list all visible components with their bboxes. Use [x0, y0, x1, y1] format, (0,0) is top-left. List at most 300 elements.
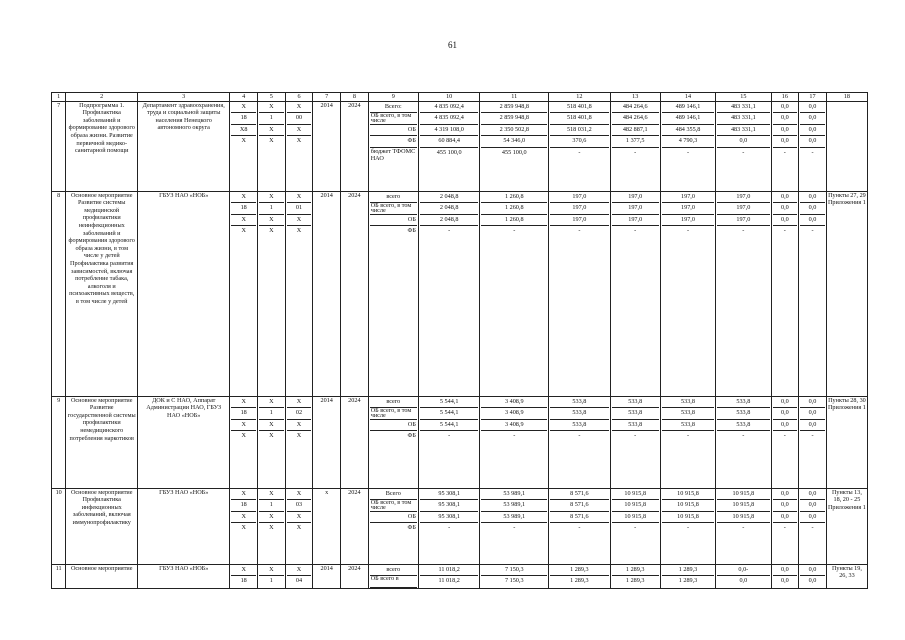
c11-value: - — [513, 227, 516, 235]
c12-value: 518 401,8 — [550, 113, 609, 125]
cell-c15 — [716, 396, 771, 488]
c13-value: 1 289,3 — [625, 577, 645, 585]
table-row — [52, 101, 868, 191]
c10-value: 95 308,1 — [420, 500, 479, 512]
column-number-row — [52, 93, 868, 102]
c11-value: 53 989,1 — [481, 489, 547, 501]
cell-no: 9 — [52, 396, 66, 488]
c13-value: 197,0 — [612, 215, 659, 227]
funding-source-label: бюджет ТФОМС НАО — [370, 147, 416, 163]
c14-value: 489 146,1 — [662, 102, 714, 114]
c14-value: 489 146,1 — [662, 113, 714, 125]
cell-c13 — [610, 564, 660, 588]
cell-c5 — [258, 488, 286, 564]
c11-value: 2 859 948,8 — [481, 102, 547, 114]
cell-c5 — [258, 564, 286, 588]
c16-value: 0,0 — [773, 420, 798, 432]
c16-value: - — [783, 227, 786, 235]
c6-value: X — [296, 432, 302, 440]
cell-c7: x — [313, 488, 341, 564]
c13-value: 482 887,1 — [612, 125, 659, 137]
cell-c18: Пункты 19, 26, 33 — [826, 564, 867, 588]
c6-value: X — [287, 192, 312, 204]
cell-c8: 2024 — [341, 564, 369, 588]
program-table — [51, 92, 868, 589]
table-row — [52, 396, 868, 488]
cell-c11 — [480, 396, 549, 488]
cell-c14 — [660, 101, 715, 191]
c5-value: X — [259, 125, 284, 137]
c10-value: - — [448, 227, 451, 235]
c15-value: 0,0 — [717, 136, 769, 148]
c10-value: 11 018,2 — [438, 577, 460, 585]
c14-value: 4 790,3 — [662, 136, 714, 148]
c13-value: - — [634, 148, 637, 156]
cell-c10 — [418, 488, 480, 564]
c6-value: 03 — [287, 500, 312, 512]
c13-value: 197,0 — [612, 192, 659, 204]
c17-value: - — [811, 432, 814, 440]
c10-value: 4 835 092,4 — [420, 113, 479, 125]
column-number-7: 7 — [313, 93, 341, 102]
c13-value: 484 264,6 — [612, 113, 659, 125]
c17-value: 0,0 — [800, 125, 825, 137]
column-number-8: 8 — [341, 93, 369, 102]
cell-c7: 2014 — [313, 564, 341, 588]
cell-c14 — [660, 191, 715, 396]
c11-value: - — [513, 432, 516, 440]
cell-c5 — [258, 396, 286, 488]
cell-name: Основное мероприятие Развитие системы медицинской профилактики неинфекционных заболеваний и формирования здорового образа жизни, в том числе у детей Профилактика развития зависимостей, включая потребление табака, алкоголя и психоактивных веществ, в том числе у детей — [66, 191, 138, 396]
cell-no: 11 — [52, 564, 66, 588]
page-number: 61 — [448, 40, 457, 50]
c6-value: X — [287, 420, 312, 432]
cell-src — [368, 564, 418, 588]
column-number-12: 12 — [549, 93, 611, 102]
cell-src — [368, 101, 418, 191]
c10-value: 5 544,1 — [420, 420, 479, 432]
c15-value: 10 915,8 — [717, 512, 769, 524]
cell-c4 — [230, 101, 258, 191]
funding-source-label: Всего — [370, 489, 417, 501]
c16-value: 0,0 — [773, 113, 798, 125]
cell-name: Подпрограмма 1. Профилактика заболеваний и формирование здорового образа жизни. Развитие первичной медико-санитарной помощи — [66, 101, 138, 191]
funding-source-label: ФБ — [370, 136, 417, 148]
cell-c10 — [418, 191, 480, 396]
cell-c12 — [549, 396, 611, 488]
column-number-4: 4 — [230, 93, 258, 102]
c13-value: 484 264,6 — [612, 102, 659, 114]
c14-value: 533,8 — [662, 397, 714, 409]
c11-value: 1 260,8 — [481, 192, 547, 204]
c16-value: 0,0 — [773, 408, 798, 420]
c17-value: 0,0 — [800, 489, 825, 501]
cell-c12 — [549, 191, 611, 396]
funding-source-label: всего — [370, 397, 417, 409]
cell-c14 — [660, 396, 715, 488]
c6-value: X — [287, 397, 312, 409]
c5-value: X — [259, 397, 284, 409]
c12-value: - — [578, 524, 581, 532]
cell-c17 — [799, 101, 827, 191]
c12-value: - — [578, 148, 581, 156]
column-number-3: 3 — [138, 93, 230, 102]
c17-value: 0,0 — [800, 203, 825, 215]
c13-value: 533,8 — [612, 397, 659, 409]
c15-value: 10 915,8 — [717, 500, 769, 512]
cell-c15 — [716, 191, 771, 396]
cell-no: 7 — [52, 101, 66, 191]
cell-c11 — [480, 564, 549, 588]
c17-value: - — [811, 148, 814, 156]
column-number-16: 16 — [771, 93, 799, 102]
cell-c15 — [716, 101, 771, 191]
cell-executor: ДОК и С НАО, Аппарат Администрации НАО, ГБУЗ НАО «НОБ» — [138, 396, 230, 488]
funding-source-label: ОБ — [370, 125, 417, 137]
c10-value: 5 544,1 — [420, 397, 479, 409]
c15-value: 533,8 — [717, 408, 769, 420]
cell-c15 — [716, 488, 771, 564]
c6-value: X — [296, 524, 302, 532]
funding-source-label: ОБ — [370, 215, 417, 227]
c5-value: X — [259, 192, 284, 204]
column-number-17: 17 — [799, 93, 827, 102]
cell-c17 — [799, 564, 827, 588]
c12-value: 8 571,6 — [550, 512, 609, 524]
c12-value: 370,6 — [550, 136, 609, 148]
c14-value: 533,8 — [662, 420, 714, 432]
c4-value: 18 — [231, 113, 256, 125]
cell-c4 — [230, 564, 258, 588]
c10-value: 95 308,1 — [420, 512, 479, 524]
funding-source-label: ОБ всего, в том числе — [370, 408, 417, 420]
c4-value: X — [231, 397, 256, 409]
c4-value: 18 — [231, 500, 256, 512]
cell-c5 — [258, 191, 286, 396]
c15-value: 483 331,1 — [717, 102, 769, 114]
c14-value: 533,8 — [662, 408, 714, 420]
c4-value: X — [231, 489, 256, 501]
c17-value: - — [811, 227, 814, 235]
c15-value: 483 331,1 — [717, 113, 769, 125]
c5-value: X — [259, 102, 284, 114]
c11-value: 3 408,9 — [481, 420, 547, 432]
column-number-2: 2 — [66, 93, 138, 102]
cell-c10 — [418, 564, 480, 588]
c11-value: 54 346,0 — [481, 136, 547, 148]
cell-src — [368, 396, 418, 488]
c4-value: 18 — [231, 408, 256, 420]
cell-c8: 2024 — [341, 101, 369, 191]
cell-executor: ГБУЗ НАО «НОБ» — [138, 564, 230, 588]
cell-c18: Пункты 28, 30 Приложения 1 — [826, 396, 867, 488]
c16-value: 0,0 — [773, 565, 798, 577]
c10-value: 5 544,1 — [420, 408, 479, 420]
c14-value: 1 289,3 — [662, 565, 714, 577]
c4-value: X — [231, 420, 256, 432]
c14-value: 10 915,8 — [662, 489, 714, 501]
c14-value: 1 289,3 — [678, 577, 698, 585]
c13-value: 10 915,8 — [612, 512, 659, 524]
column-number-15: 15 — [716, 93, 771, 102]
c16-value: 0,0 — [773, 102, 798, 114]
cell-c13 — [610, 396, 660, 488]
c4-value: X — [231, 512, 256, 524]
cell-c4 — [230, 191, 258, 396]
c10-value: 11 018,2 — [420, 565, 479, 577]
c10-value: 455 100,0 — [436, 148, 462, 156]
cell-executor: ГБУЗ НАО «НОБ» — [138, 191, 230, 396]
cell-c18: Пункты 27, 29 Приложения 1 — [826, 191, 867, 396]
cell-name: Основное мероприятие Развитие государственной системы профилактики немедицинского потребления наркотиков — [66, 396, 138, 488]
c10-value: 4 319 108,0 — [420, 125, 479, 137]
cell-name: Основное мероприятие Профилактика инфекционных заболеваний, включая иммунопрофилактику — [66, 488, 138, 564]
c5-value: X — [259, 215, 284, 227]
c16-value: 0,0 — [773, 512, 798, 524]
funding-source-label: ОБ всего, в том числе — [370, 113, 417, 125]
c15-value: - — [742, 524, 745, 532]
cell-c18: Пункты 13, 18, 20 - 25 Приложения 1 — [826, 488, 867, 564]
cell-c16 — [771, 101, 799, 191]
c5-value: X — [269, 432, 274, 440]
c4-value: X — [241, 137, 246, 145]
table-body — [52, 93, 868, 589]
cell-c7: 2014 — [313, 101, 341, 191]
c16-value: 0,0 — [773, 500, 798, 512]
c17-value: 0,0 — [800, 512, 825, 524]
c17-value: - — [811, 524, 814, 532]
c11-value: 7 150,3 — [481, 565, 547, 577]
cell-c13 — [610, 191, 660, 396]
cell-no: 8 — [52, 191, 66, 396]
cell-c14 — [660, 564, 715, 588]
c4-value: X8 — [231, 125, 256, 137]
c10-value: 2 048,8 — [420, 192, 479, 204]
cell-c16 — [771, 191, 799, 396]
c15-value: 0,0 — [739, 577, 748, 585]
funding-source-label: всего — [370, 565, 417, 577]
c10-value: - — [448, 432, 451, 440]
cell-c17 — [799, 396, 827, 488]
c16-value: 0,0 — [773, 125, 798, 137]
c4-value: X — [241, 227, 246, 235]
c15-value: 533,8 — [717, 397, 769, 409]
c17-value: 0,0 — [800, 500, 825, 512]
c14-value: 10 915,8 — [662, 500, 714, 512]
c6-value: X — [287, 125, 312, 137]
c17-value: 0,0 — [800, 408, 825, 420]
cell-src — [368, 191, 418, 396]
c12-value: 518 401,8 — [550, 102, 609, 114]
c5-value: X — [269, 524, 274, 532]
c6-value: X — [287, 512, 312, 524]
cell-no: 10 — [52, 488, 66, 564]
c4-value: X — [231, 565, 256, 577]
c5-value: X — [259, 512, 284, 524]
table-row — [52, 488, 868, 564]
funding-source-label: ОБ всего, в том числе — [370, 203, 417, 215]
cell-c16 — [771, 564, 799, 588]
c13-value: 197,0 — [612, 203, 659, 215]
column-number-14: 14 — [660, 93, 715, 102]
cell-c6 — [285, 396, 313, 488]
cell-c11 — [480, 101, 549, 191]
funding-source-label: ОБ — [370, 420, 417, 432]
c12-value: 533,8 — [550, 408, 609, 420]
funding-source-label: ФБ — [407, 432, 416, 440]
c6-value: 01 — [287, 203, 312, 215]
c4-value: X — [231, 102, 256, 114]
c11-value: 3 408,9 — [481, 397, 547, 409]
cell-c12 — [549, 564, 611, 588]
c13-value: 533,8 — [612, 420, 659, 432]
cell-c7: 2014 — [313, 191, 341, 396]
c12-value: 8 571,6 — [550, 500, 609, 512]
funding-source-label: ОБ всего, в том числе — [370, 500, 417, 512]
cell-c6 — [285, 101, 313, 191]
cell-c17 — [799, 191, 827, 396]
column-number-1: 1 — [52, 93, 66, 102]
c16-value: - — [783, 524, 786, 532]
c11-value: 7 150,3 — [504, 577, 524, 585]
c16-value: 0,0 — [773, 203, 798, 215]
c5-value: X — [269, 137, 274, 145]
funding-source-label: ОБ всего в — [370, 576, 417, 588]
c12-value: 533,8 — [550, 397, 609, 409]
cell-c6 — [285, 488, 313, 564]
cell-c10 — [418, 101, 480, 191]
c15-value: 483 331,1 — [717, 125, 769, 137]
c12-value: - — [578, 432, 581, 440]
c4-value: X — [231, 215, 256, 227]
c15-value: 197,0 — [717, 192, 769, 204]
cell-c8: 2024 — [341, 191, 369, 396]
cell-c11 — [480, 488, 549, 564]
c4-value: 18 — [231, 203, 256, 215]
c17-value: 0,0 — [800, 397, 825, 409]
cell-c17 — [799, 488, 827, 564]
c15-value: 0,0- — [717, 565, 769, 577]
c11-value: 2 859 948,8 — [481, 113, 547, 125]
c12-value: 1 289,3 — [550, 565, 609, 577]
c5-value: X — [269, 227, 274, 235]
c10-value: 2 048,8 — [420, 203, 479, 215]
c15-value: 533,8 — [717, 420, 769, 432]
c5-value: 1 — [269, 577, 273, 585]
c5-value: 1 — [259, 500, 284, 512]
c5-value: X — [259, 489, 284, 501]
c15-value: - — [742, 227, 745, 235]
c13-value: 10 915,8 — [612, 500, 659, 512]
c14-value: - — [686, 148, 690, 156]
c16-value: - — [783, 432, 786, 440]
c11-value: 53 989,1 — [481, 500, 547, 512]
c17-value: 0,0 — [800, 565, 825, 577]
cell-c12 — [549, 101, 611, 191]
c16-value: 0,0 — [773, 192, 798, 204]
cell-c4 — [230, 488, 258, 564]
c10-value: 60 884,4 — [420, 136, 479, 148]
c12-value: 197,0 — [550, 203, 609, 215]
c11-value: 3 408,9 — [481, 408, 547, 420]
c6-value: X — [287, 215, 312, 227]
c13-value: 533,8 — [612, 408, 659, 420]
c16-value: 0,0 — [773, 136, 798, 148]
c17-value: 0,0 — [800, 192, 825, 204]
cell-c11 — [480, 191, 549, 396]
column-number-6: 6 — [285, 93, 313, 102]
c10-value: 2 048,8 — [420, 215, 479, 227]
c17-value: 0,0 — [800, 420, 825, 432]
c15-value: 10 915,8 — [717, 489, 769, 501]
c16-value: 0,0 — [773, 215, 798, 227]
column-number-9: 9 — [368, 93, 418, 102]
c17-value: 0,0 — [808, 577, 817, 585]
c14-value: 10 915,8 — [662, 512, 714, 524]
cell-name: Основное мероприятие — [66, 564, 138, 588]
c10-value: 95 308,1 — [420, 489, 479, 501]
funding-source-label: всего — [370, 192, 417, 204]
cell-c16 — [771, 396, 799, 488]
cell-c5 — [258, 101, 286, 191]
cell-c7: 2014 — [313, 396, 341, 488]
c16-value: 0,0 — [773, 397, 798, 409]
c11-value: 455 100,0 — [501, 148, 527, 156]
c12-value: 197,0 — [550, 215, 609, 227]
funding-source-label: ОБ — [370, 512, 417, 524]
c14-value: 197,0 — [662, 192, 714, 204]
column-number-13: 13 — [610, 93, 660, 102]
cell-c13 — [610, 488, 660, 564]
cell-c10 — [418, 396, 480, 488]
c12-value: 533,8 — [550, 420, 609, 432]
cell-c4 — [230, 396, 258, 488]
c5-value: X — [259, 420, 284, 432]
cell-executor: ГБУЗ НАО «НОБ» — [138, 488, 230, 564]
cell-c8: 2024 — [341, 396, 369, 488]
cell-c6 — [285, 191, 313, 396]
c6-value: 00 — [287, 113, 312, 125]
c6-value: X — [296, 227, 302, 235]
cell-executor: Департамент здравоохранения, труда и социальной защиты населения Ненецкого автономного округа — [138, 101, 230, 191]
c16-value: 0,0 — [773, 489, 798, 501]
c11-value: 1 260,8 — [481, 215, 547, 227]
c11-value: 53 989,1 — [481, 512, 547, 524]
column-number-11: 11 — [480, 93, 549, 102]
c12-value: 8 571,6 — [550, 489, 609, 501]
c4-value: 18 — [240, 577, 247, 585]
c17-value: 0,0 — [800, 113, 825, 125]
c13-value: - — [634, 432, 637, 440]
c14-value: 197,0 — [662, 215, 714, 227]
c17-value: 0,0 — [800, 215, 825, 227]
c6-value: X — [287, 489, 312, 501]
cell-c15 — [716, 564, 771, 588]
c16-value: - — [783, 148, 786, 156]
c6-value: X — [296, 137, 302, 145]
c4-value: X — [241, 524, 246, 532]
cell-c12 — [549, 488, 611, 564]
c17-value: 0,0 — [800, 102, 825, 114]
column-number-5: 5 — [258, 93, 286, 102]
cell-c14 — [660, 488, 715, 564]
c6-value: 02 — [287, 408, 312, 420]
c15-value: - — [742, 432, 745, 440]
c4-value: X — [231, 192, 256, 204]
c16-value: 0,0 — [780, 577, 789, 585]
table-row — [52, 191, 868, 396]
cell-c18 — [826, 101, 867, 191]
